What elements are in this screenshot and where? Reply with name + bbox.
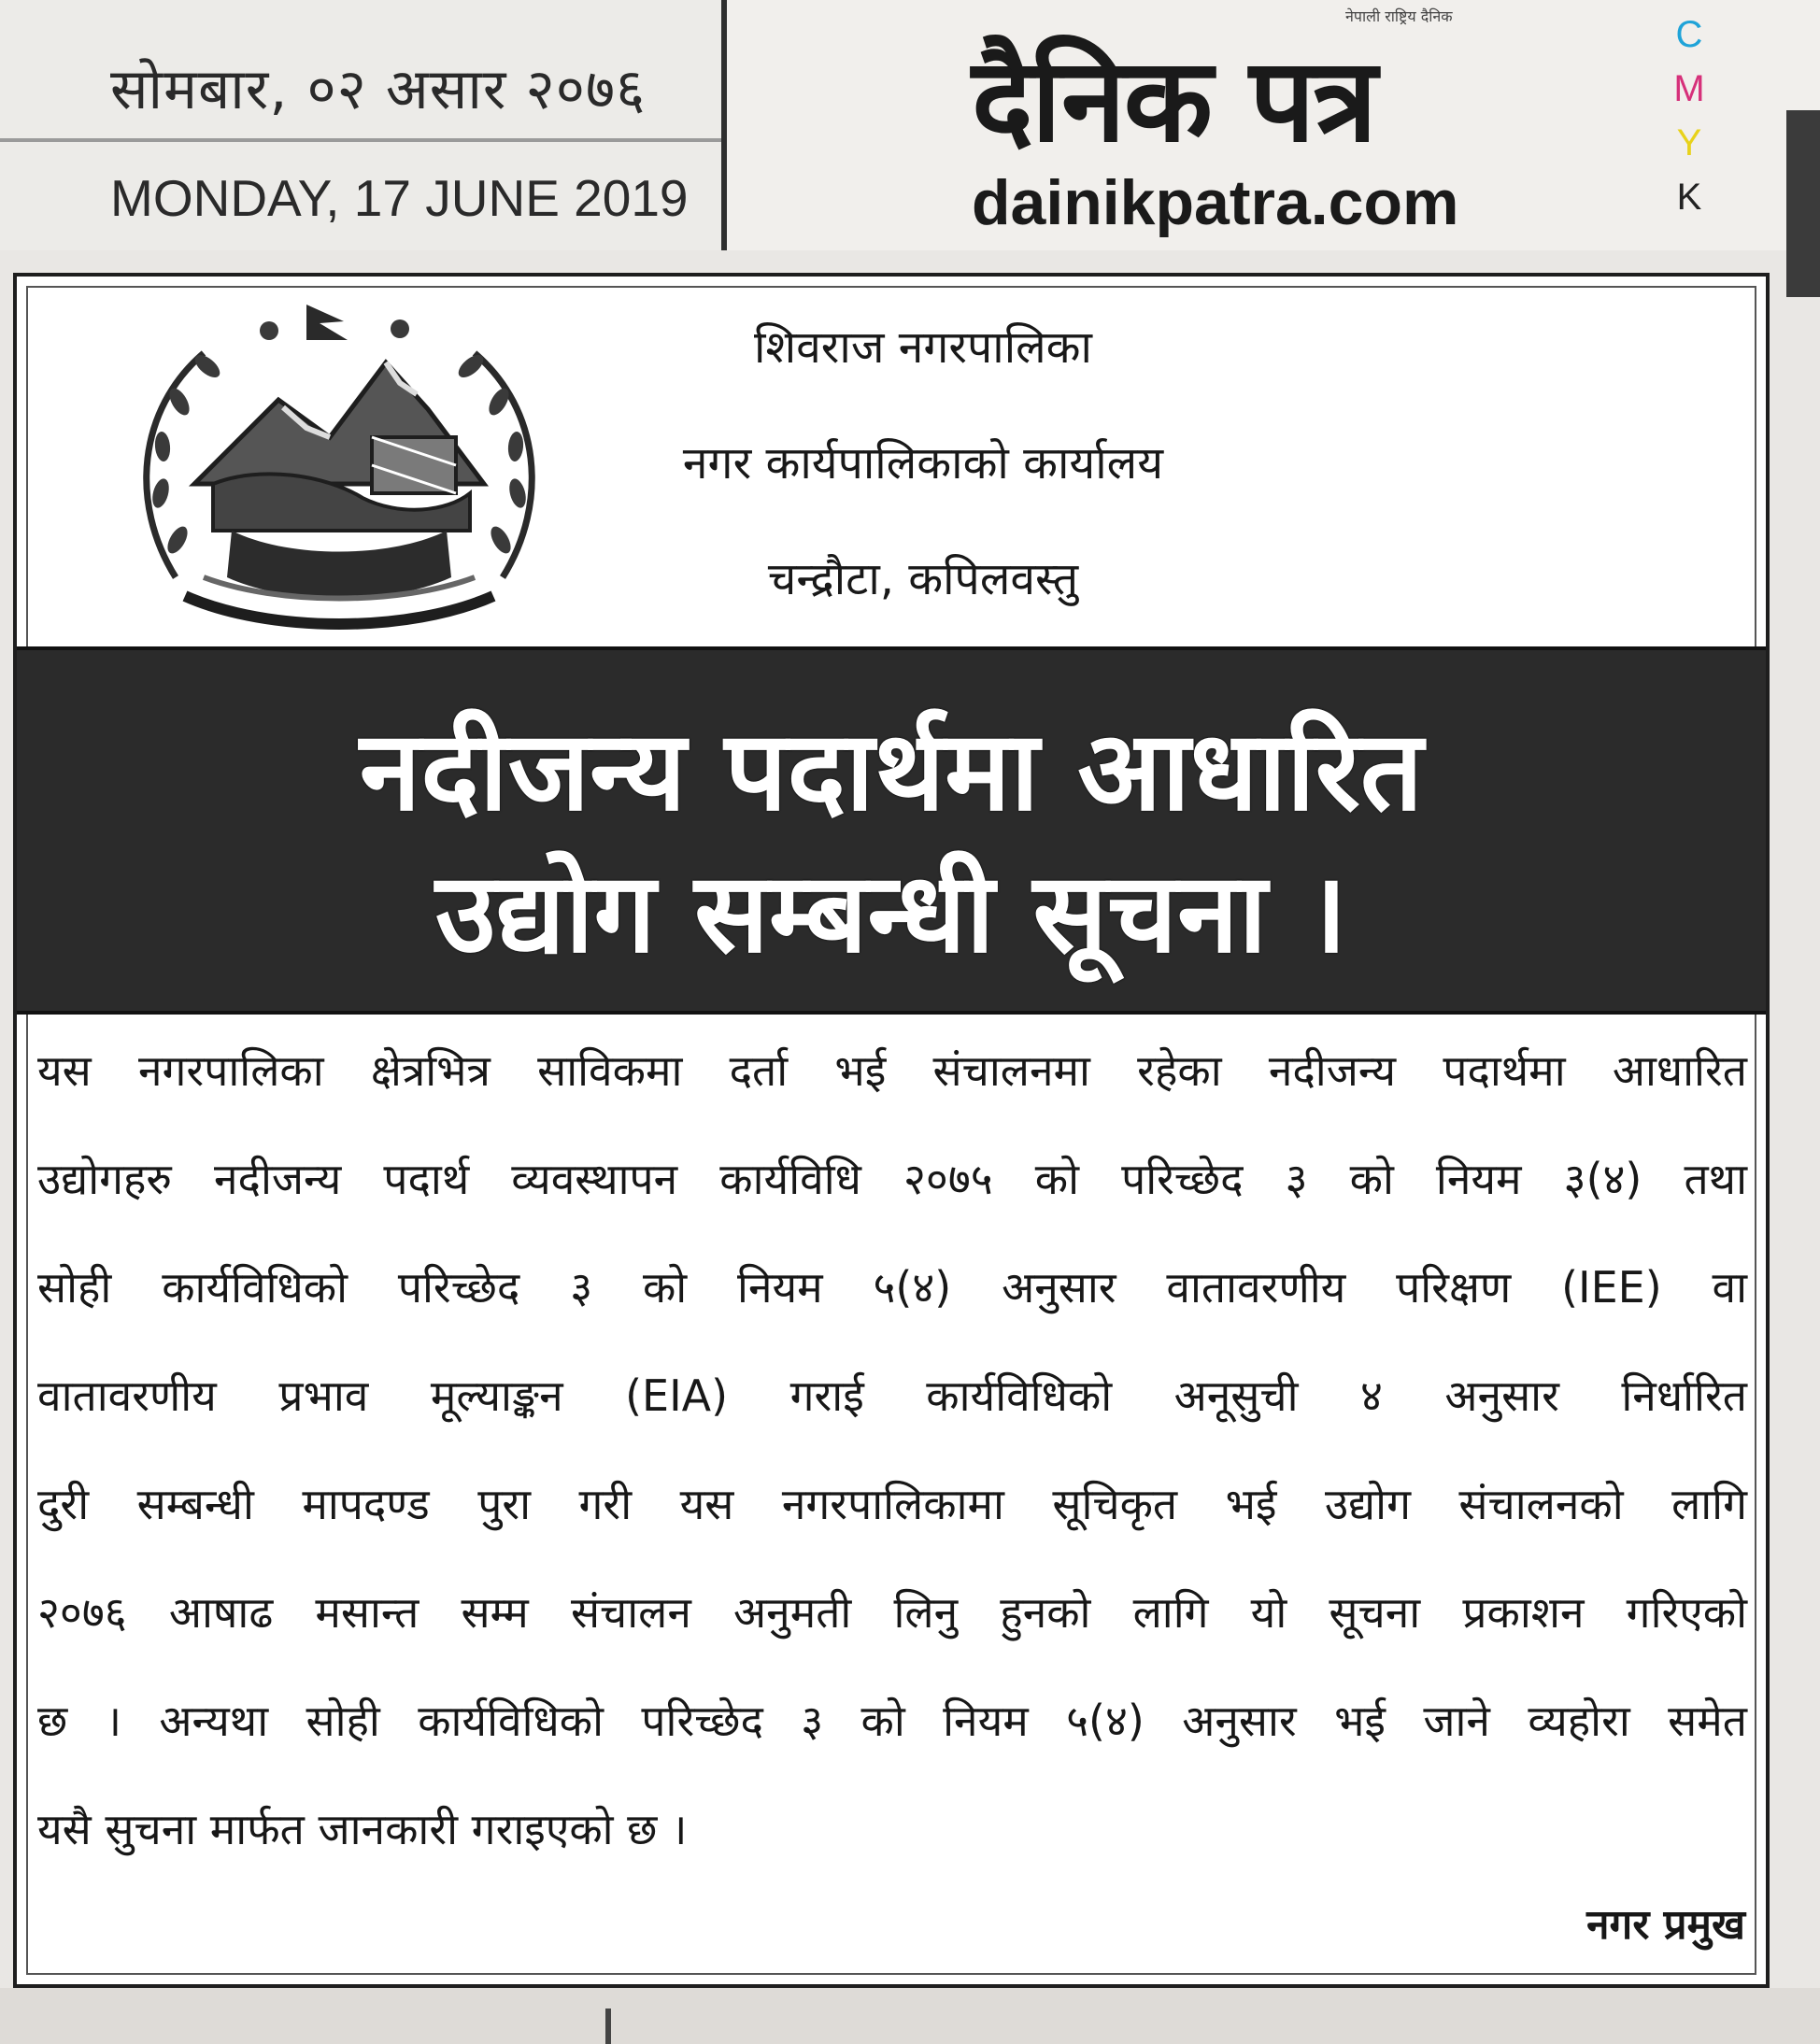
office-name: नगर कार्यपालिकाको कार्यालय [682,437,1164,490]
notice-title-banner [17,646,1766,1015]
page-bottom-strip [0,1988,1820,2044]
date-nepali: सोमबार, ०२ असार २०७६ [110,57,647,122]
notice-title-line-1: नदीजन्य पदार्थमा आधारित [359,706,1424,835]
cmyk-mark-m: M [1673,68,1705,109]
notice-body [37,1016,1747,1883]
municipality-name: शिवराज नगरपालिका [754,321,1092,374]
paper-tagline: नेपाली राष्ट्रिय दैनिक [1345,7,1453,25]
notice-body-line: दुरी सम्बन्धी मापदण्ड पुरा गरी यस नगरपालिकामा सूचिकृत भई उद्योग संचालनको लागि [37,1479,1747,1529]
paper-name: दैनिक पत्र [972,34,1376,168]
date-panel [0,0,727,250]
nepal-coat-of-arms-icon [120,297,559,643]
cmyk-mark-y: Y [1676,122,1702,163]
notice-body-line: उद्योगहरु नदीजन्य पदार्थ व्यवस्थापन कार्यविधि २०७५ को परिच्छेद ३ को नियम ३(४) तथा [37,1154,1747,1204]
notice-body-line: २०७६ आषाढ मसान्त सम्म संचालन अनुमती लिनु हुनको लागि यो सूचना प्रकाशन गरिएको [37,1587,1747,1638]
notice-body-line: सोही कार्यविधिको परिच्छेद ३ को नियम ५(४) अनुसार वातावरणीय परिक्षण (IEE) वा [37,1262,1747,1313]
paper-url: dainikpatra.com [972,167,1459,238]
office-address: चन्द्रौटा, कपिलवस्तु [767,553,1079,605]
notice-body-line: छ । अन्यथा सोही कार्यविधिको परिच्छेद ३ को नियम ५(४) अनुसार भई जाने व्यहोरा समेत [37,1696,1747,1746]
notice-body-line: यस नगरपालिका क्षेत्रभित्र साविकमा दर्ता भई संचालनमा रहेका नदीजन्य पदार्थमा आधारित [37,1045,1747,1096]
public-notice [13,273,1770,1988]
column-rule [605,2009,611,2044]
cmyk-mark-c: C [1675,14,1703,55]
cmyk-mark-k: K [1676,177,1702,218]
newspaper-masthead [0,0,1820,250]
notice-body-line: वातावरणीय प्रभाव मूल्याङ्कन (EIA) गराई कार्यविधिको अनूसुची ४ अनुसार निर्धारित [37,1370,1747,1421]
cmyk-print-marks [1671,7,1708,224]
notice-body-line: यसै सुचना मार्फत जानकारी गराइएको छ । [37,1804,688,1854]
date-divider [0,138,721,142]
notice-title-line-2: उद्योग सम्बन्धी सूचना । [434,848,1348,977]
date-english: MONDAY, 17 JUNE 2019 [110,169,689,227]
page-edge-shadow [1786,110,1820,297]
signature: नगर प्रमुख [1586,1901,1745,1949]
